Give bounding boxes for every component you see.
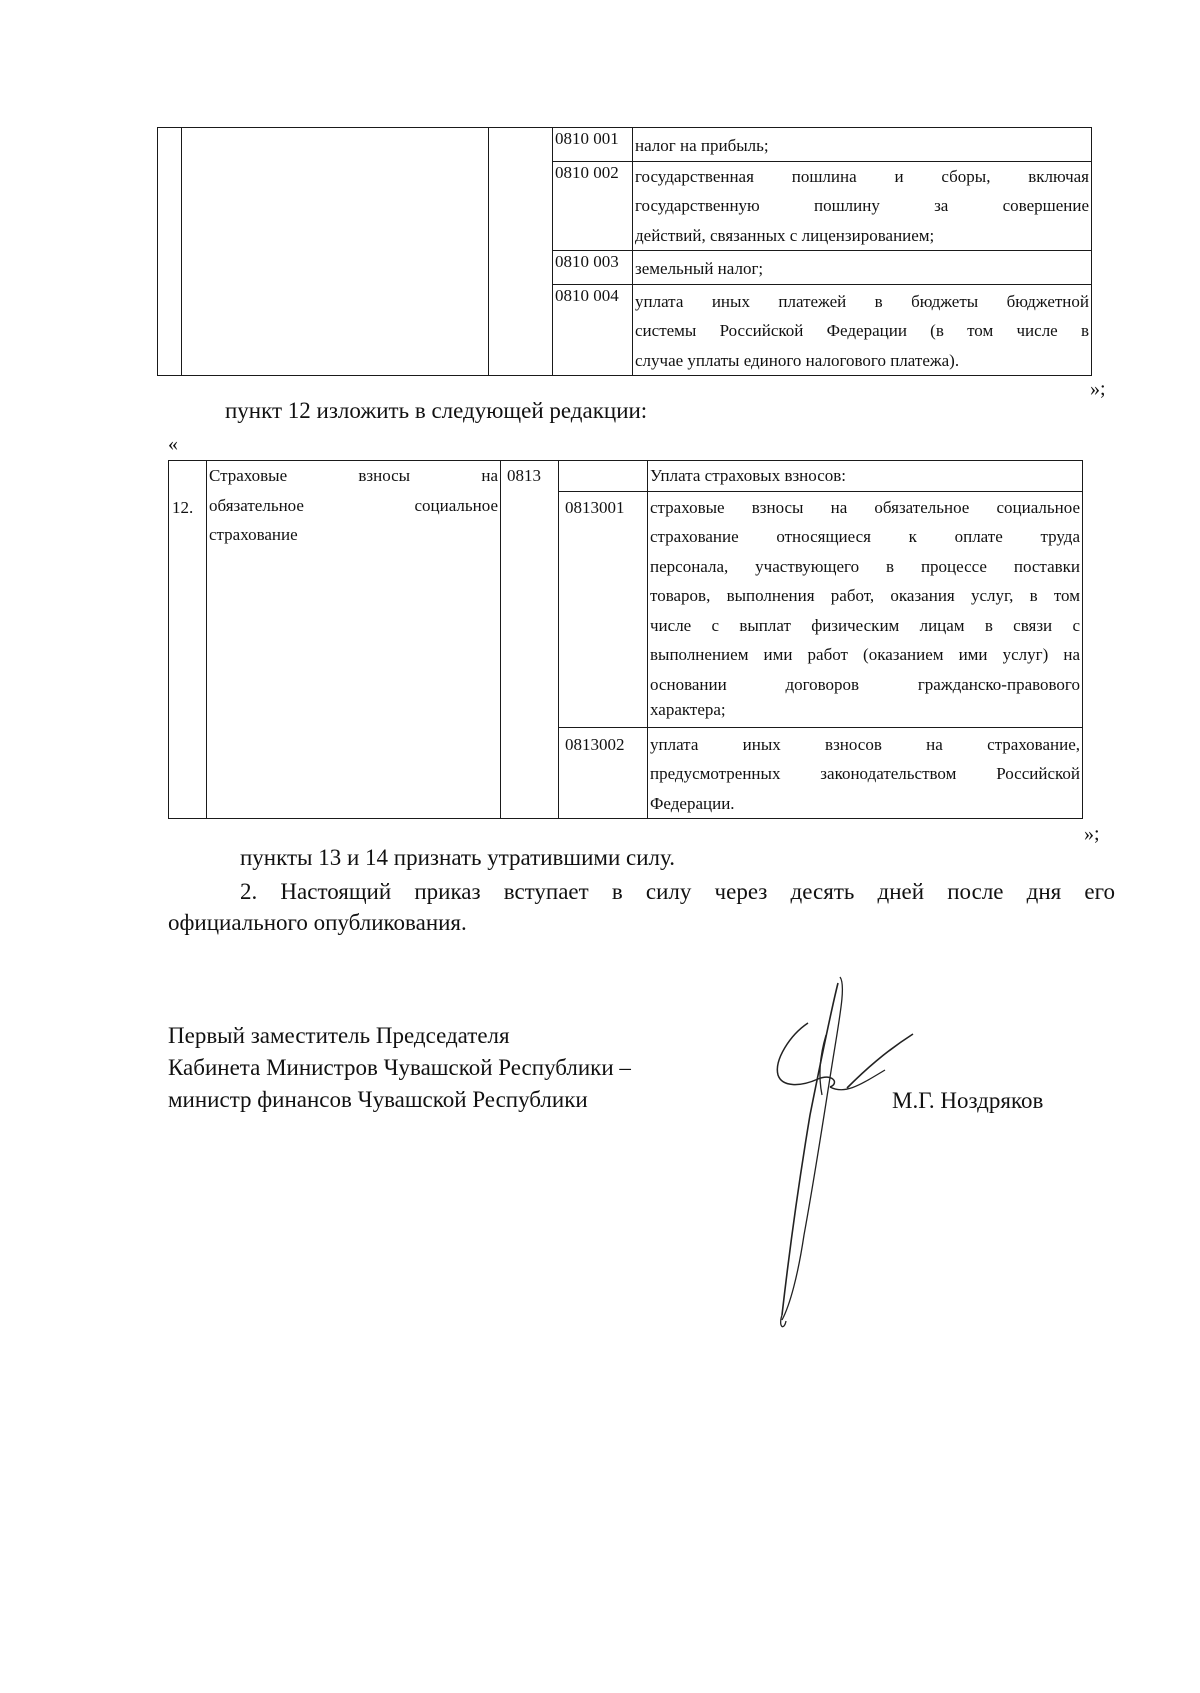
description-line: системы Российской Федерации (в том числе в — [635, 321, 1089, 340]
description-line: государственная пошлина и сборы, включая — [635, 166, 1089, 186]
description-cell — [648, 491, 1083, 727]
main-code: 0813 — [507, 466, 541, 485]
handwritten-signature — [760, 975, 890, 1335]
subcode-cell — [559, 491, 648, 727]
closing-quote: »; — [1084, 823, 1100, 845]
subcode: 0813001 — [565, 497, 625, 517]
description-line: уплата иных взносов на страхование, — [650, 734, 1080, 754]
row-number-cell — [169, 461, 207, 819]
description-line: основании договоров гражданско-правового — [650, 674, 1080, 694]
closing-quote: »; — [1090, 378, 1106, 400]
description-line: числе с выплат физическим лицам в связи с — [650, 615, 1080, 635]
item12-table — [168, 460, 1083, 819]
subcode: 0813002 — [565, 734, 625, 754]
signature-flourish — [845, 1030, 915, 1090]
empty-number-cell — [158, 128, 182, 376]
description-line: товаров, выполнения работ, оказания услуг, в том — [650, 586, 1080, 605]
description-line: Федерации. — [650, 793, 735, 813]
effective-date-line2: официального опубликования. — [168, 910, 467, 935]
signatory-title-line: Кабинета Министров Чувашской Республики – — [168, 1055, 631, 1080]
main-code-cell — [501, 461, 559, 819]
description-cell — [648, 727, 1083, 819]
description-line: уплата иных платежей в бюджеты бюджетной — [635, 291, 1089, 311]
signatory-name: М.Г. Ноздряков — [892, 1088, 1044, 1113]
subcode-cell: 0810 004 — [553, 284, 633, 376]
payment-name-cell — [207, 461, 501, 819]
description-cell: земельный налог; — [633, 251, 1092, 285]
description-cell — [633, 284, 1092, 376]
description-line: выполнением ими работ (оказанием ими услуг) на — [650, 645, 1080, 664]
description-cell: налог на прибыль; — [633, 128, 1092, 162]
amendment-items-13-14: пункты 13 и 14 признать утратившими силу. — [240, 845, 675, 870]
codes-table-continued — [157, 127, 1092, 376]
effective-date-line1: 2. Настоящий приказ вступает в силу через десять дней после дня его — [240, 879, 1115, 904]
amendment-item12: пункт 12 изложить в следующей редакции: — [225, 398, 648, 423]
subcode-cell: 0810 001 — [553, 128, 633, 162]
subcode-cell — [559, 727, 648, 819]
description-line: страховые взносы на обязательное социальное — [650, 497, 1080, 517]
description-line: персонала, участвующего в процессе поставки — [650, 556, 1080, 576]
payment-header: Уплата страховых взносов: — [648, 461, 1083, 492]
description-line: предусмотренных законодательством Российской — [650, 764, 1080, 783]
empty-code-cell — [489, 128, 553, 376]
payment-name-line: страхование — [209, 525, 298, 544]
description-cell — [633, 161, 1092, 251]
subcode-cell: 0810 002 — [553, 161, 633, 251]
payment-name-line: обязательное социальное — [209, 495, 498, 515]
row-number: 12. — [172, 498, 194, 517]
empty-subcode-cell — [559, 461, 648, 492]
opening-quote: « — [168, 433, 178, 455]
description-line: характера; — [650, 700, 726, 719]
description-line: действий, связанных с лицензированием; — [635, 225, 935, 245]
signatory-title-line: министр финансов Чувашской Республики — [168, 1087, 588, 1112]
subcode-cell: 0810 003 — [553, 251, 633, 285]
empty-name-cell — [182, 128, 489, 376]
description-line: страхование относящиеся к оплате труда — [650, 527, 1080, 546]
signatory-title — [168, 1020, 631, 1116]
description-line: случае уплаты единого налогового платежа). — [635, 350, 960, 370]
description-line: государственную пошлину за совершение — [635, 196, 1089, 215]
payment-name-line: Страховые взносы на — [209, 466, 498, 485]
signatory-title-line: Первый заместитель Председателя — [168, 1023, 510, 1048]
